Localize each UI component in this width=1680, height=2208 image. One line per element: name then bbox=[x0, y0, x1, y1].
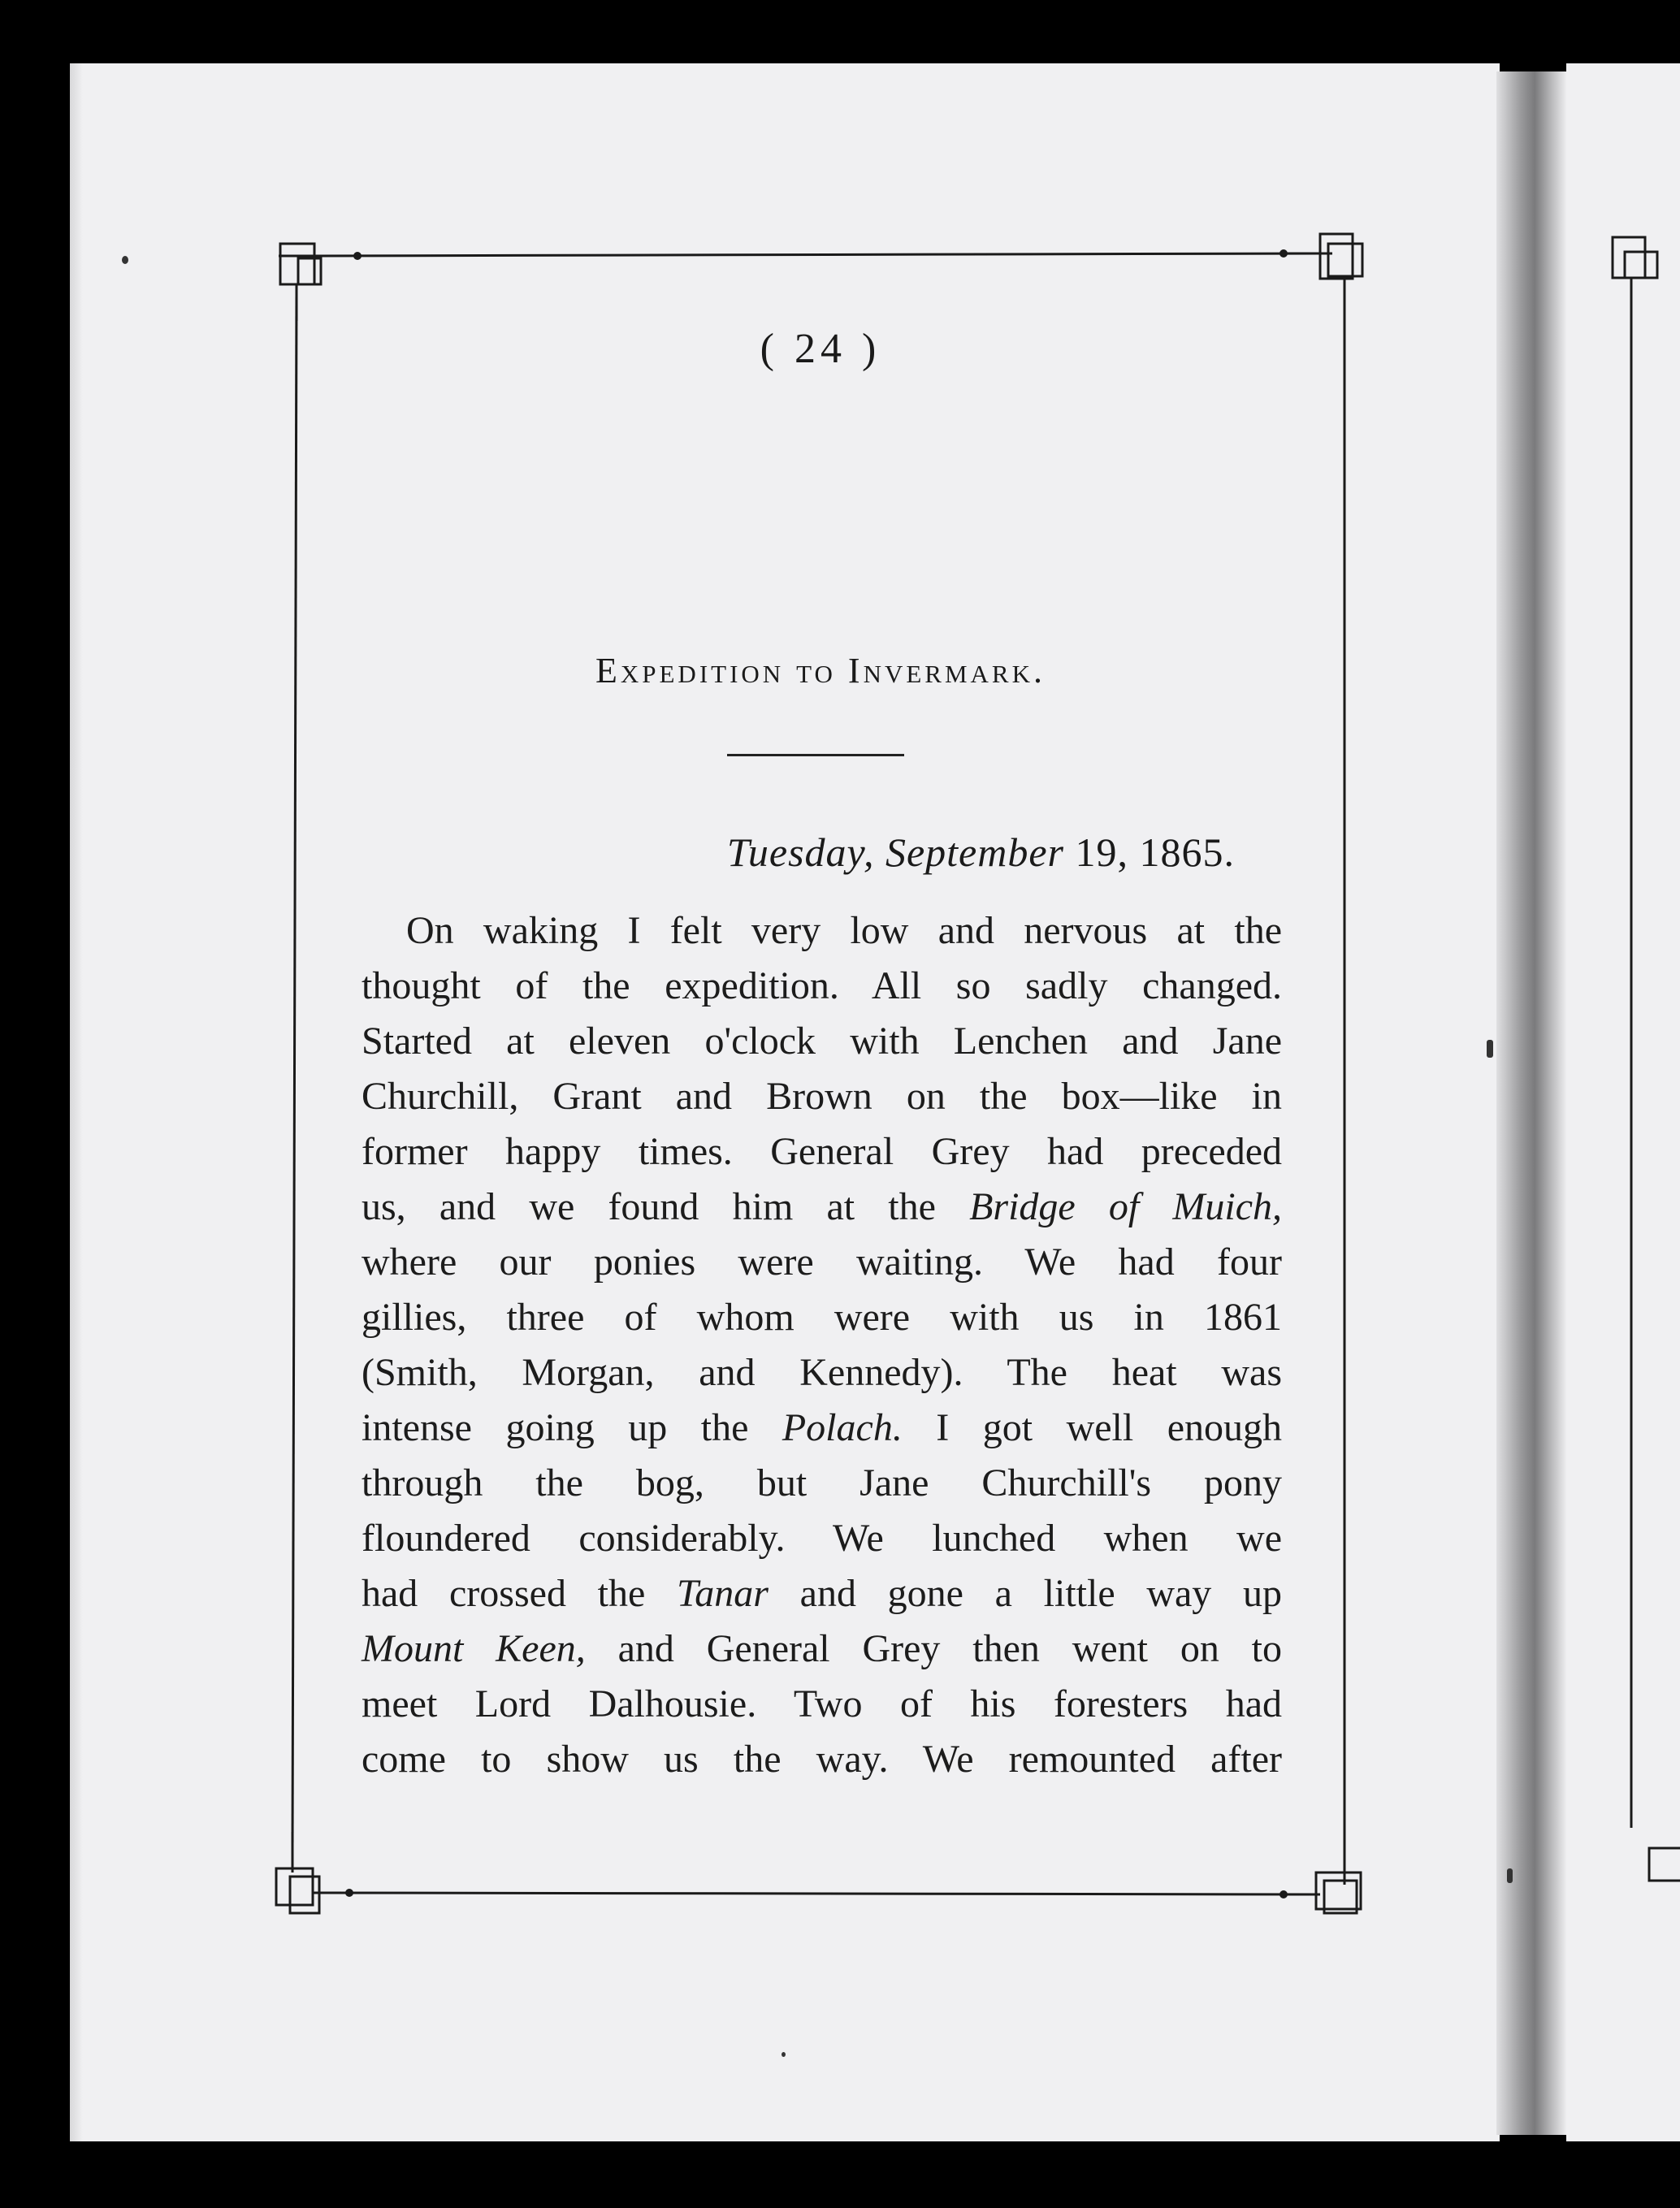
text-line bbox=[362, 1124, 1282, 1180]
text-segment: where our ponies were waiting. We had four bbox=[362, 1240, 1282, 1284]
text-segment: meet Lord Dalhousie. Two of his foresters had bbox=[362, 1682, 1282, 1725]
text-segment: On waking I felt very low and nervous at the bbox=[406, 909, 1282, 952]
italic-place-name: Mount Keen, bbox=[362, 1627, 586, 1670]
text-segment: come to show us the way. We remounted after bbox=[362, 1738, 1282, 1781]
scan-speck bbox=[122, 256, 128, 264]
text-segment: I got well enough bbox=[902, 1406, 1283, 1449]
text-line bbox=[362, 1401, 1282, 1456]
text-line bbox=[362, 1677, 1282, 1732]
scan-speck bbox=[1507, 1868, 1513, 1883]
text-segment: had crossed the bbox=[362, 1572, 677, 1615]
text-line bbox=[362, 959, 1282, 1014]
text-line bbox=[362, 1511, 1282, 1566]
italic-place-name: Tanar bbox=[676, 1572, 769, 1615]
text-line bbox=[362, 1235, 1282, 1290]
text-line bbox=[362, 1069, 1282, 1124]
text-segment: former happy times. General Grey had preceded bbox=[362, 1130, 1282, 1173]
text-segment: floundered considerably. We lunched when we bbox=[362, 1517, 1282, 1560]
text-line bbox=[362, 1732, 1282, 1787]
text-line bbox=[362, 1290, 1282, 1345]
text-segment: and gone a little way up bbox=[768, 1572, 1282, 1615]
italic-place-name: Polach. bbox=[782, 1406, 903, 1449]
scan-speck bbox=[782, 2052, 786, 2057]
chapter-title: Expedition to Invermark. bbox=[595, 651, 1046, 691]
title-divider bbox=[727, 754, 904, 756]
text-segment: Started at eleven o'clock with Lenchen and Jane bbox=[362, 1020, 1282, 1063]
dateline-weekday-month: Tuesday, September bbox=[726, 829, 1064, 875]
journal-entry-text bbox=[362, 903, 1282, 1787]
text-line bbox=[362, 1180, 1282, 1235]
text-segment: (Smith, Morgan, and Kennedy). The heat was bbox=[362, 1351, 1282, 1394]
scan-speck bbox=[1487, 1040, 1493, 1058]
text-segment: and General Grey then went on to bbox=[585, 1627, 1283, 1670]
text-segment: through the bog, but Jane Churchill's pony bbox=[362, 1461, 1282, 1504]
text-line bbox=[362, 903, 1282, 959]
text-line bbox=[362, 1621, 1282, 1677]
text-segment: us, and we found him at the bbox=[362, 1185, 970, 1228]
text-line bbox=[362, 1345, 1282, 1401]
text-segment: intense going up the bbox=[362, 1406, 782, 1449]
dateline bbox=[357, 829, 1235, 876]
text-line bbox=[362, 1456, 1282, 1511]
dateline-day-year: 19, 1865. bbox=[1075, 829, 1235, 875]
text-segment: Churchill, Grant and Brown on the box—like in bbox=[362, 1075, 1282, 1118]
text-segment: gillies, three of whom were with us in 1861 bbox=[362, 1296, 1282, 1339]
text-line bbox=[362, 1566, 1282, 1621]
page-number: ( 24 ) bbox=[760, 326, 881, 372]
italic-place-name: Bridge of Muich, bbox=[969, 1185, 1282, 1228]
text-line bbox=[362, 1014, 1282, 1069]
text-segment: thought of the expedition. All so sadly changed. bbox=[362, 964, 1282, 1007]
